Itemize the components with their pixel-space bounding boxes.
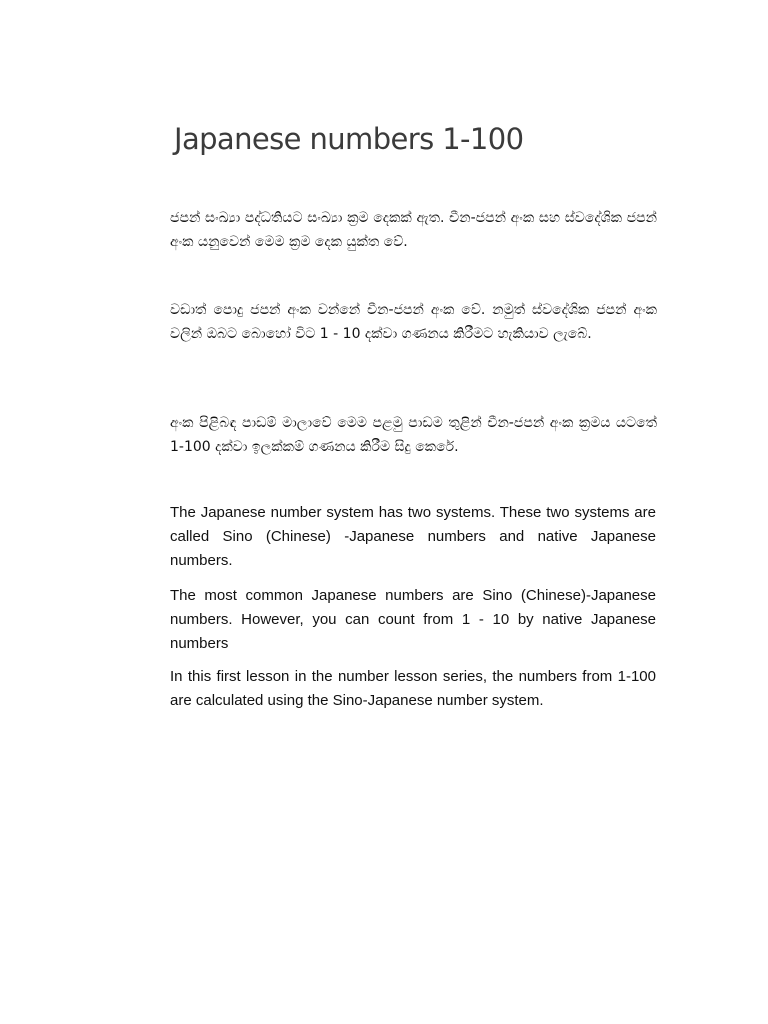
- sinhala-paragraph-1: ජපන් සංඛ්‍යා පද්ධතියට සංඛ්‍යා ක්‍රම දෙකක් ඇත. චීන-ජපන් අංක සහ ස්වදේශික ජපන් අංක යනුවෙන් මෙම ක්‍රම දෙක යුක්ත වේ.: [170, 210, 657, 250]
- english-paragraph-3: In this first lesson in the number lesson series, the numbers from 1-100 are calculated using the Sino-Japanese number system.: [170, 668, 656, 709]
- english-paragraph-1: The Japanese number system has two systems. These two systems are called Sino (Chinese) -Japanese numbers and native Japanese numbers.: [170, 504, 656, 569]
- page-title: Japanese numbers 1-100: [174, 122, 524, 156]
- english-paragraph-2: The most common Japanese numbers are Sino (Chinese)-Japanese numbers. However, you can count from 1 - 10 by native Japanese numbers: [170, 587, 656, 652]
- sinhala-paragraph-2: වඩාත් පොදු ජපන් අංක වන්නේ චීන-ජපන් අංක වේ. නමුත් ස්වදේශික ජපන් අංක වලින් ඔබට බොහෝ විට 1 - 10 දක්වා ගණනය කිරීමට හැකියාව ලැබේ.: [170, 302, 657, 342]
- sinhala-paragraph-3: අංක පිළිබඳ පාඩම් මාලාවේ මෙම පළමු පාඩම තුළින් චීන-ජපන් අංක ක්‍රමය යටතේ 1-100 දක්වා ඉලක්කම් ගණනය කිරීම සිදු කෙරේ.: [170, 415, 657, 455]
